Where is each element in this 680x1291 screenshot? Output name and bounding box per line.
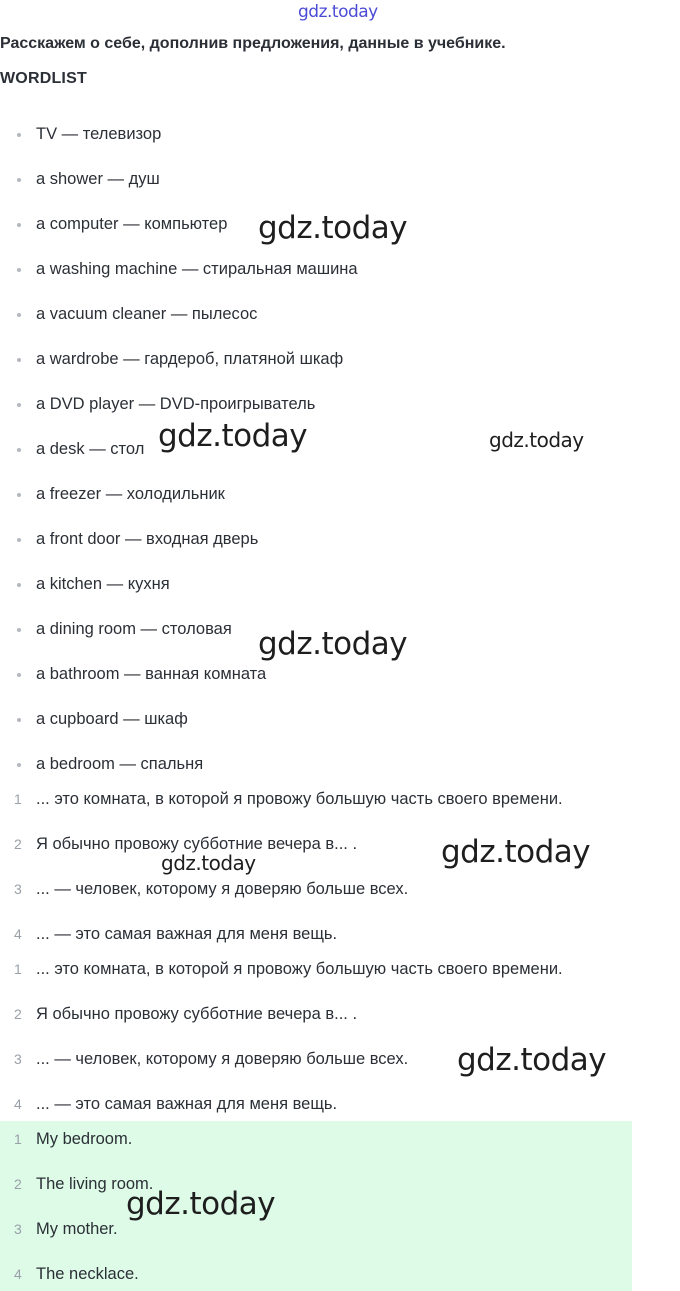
bullet-icon: [17, 358, 21, 362]
bullet-icon: [17, 538, 21, 542]
wordlist-heading: WORDLIST: [0, 70, 87, 87]
watermark: gdz.today: [126, 1186, 276, 1222]
bullet-icon: [17, 268, 21, 272]
bullet-icon: [17, 493, 21, 497]
bullet-icon: [17, 718, 21, 722]
watermark: gdz.today: [158, 418, 308, 454]
site-logo[interactable]: gdz.today: [298, 2, 378, 22]
bullet-icon: [17, 403, 21, 407]
bullet-icon: [17, 223, 21, 227]
bullet-icon: [17, 628, 21, 632]
watermark: gdz.today: [258, 210, 408, 246]
bullet-icon: [17, 178, 21, 182]
task-intro: Расскажем о себе, дополнив предложения, данные в учебнике.: [0, 35, 506, 52]
bullet-icon: [17, 133, 21, 137]
bullet-icon: [17, 313, 21, 317]
watermark: gdz.today: [258, 626, 408, 662]
watermark: gdz.today: [161, 851, 256, 875]
bullet-icon: [17, 673, 21, 677]
watermark: gdz.today: [441, 834, 591, 870]
watermark: gdz.today: [489, 428, 584, 452]
bullet-icon: [17, 448, 21, 452]
bullet-icon: [17, 763, 21, 767]
bullet-icon: [17, 583, 21, 587]
watermark: gdz.today: [457, 1042, 607, 1078]
